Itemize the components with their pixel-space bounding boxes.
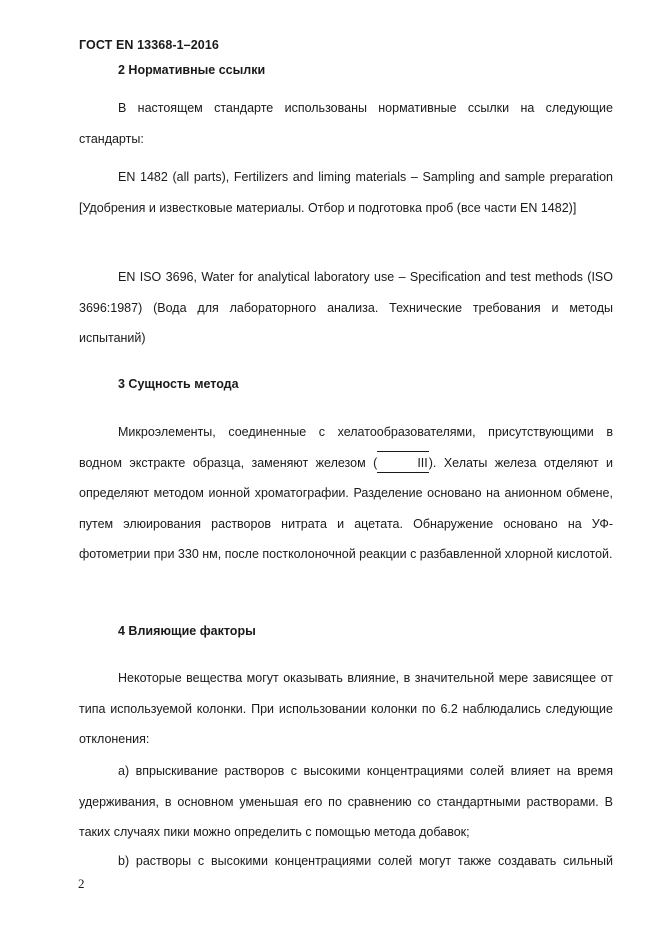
reference-en-1482: EN 1482 (all parts), Fertilizers and liming materials – Sampling and sample preparation [Удобрения и известковые материалы. Отбор и подготовка проб (все части EN 1482)]: [79, 170, 613, 215]
page-number: 2: [78, 876, 85, 891]
section-3-heading: 3 Сущность метода: [118, 377, 239, 391]
section-2-heading: 2 Нормативные ссылки: [118, 63, 266, 77]
section-4-heading: 4 Влияющие факторы: [118, 624, 256, 638]
section-4-item-a: a) впрыскивание растворов с высокими концентрациями солей влияет на время удерживания, в основном уменьшая его по сравнению со стандартными растворами. В таких случаях пики можно определить с помощью метода добавок;: [79, 764, 613, 840]
iron-oxidation-state: III: [377, 448, 428, 479]
document-header: ГОСТ EN 13368-1–2016: [79, 38, 219, 52]
section-2-intro: В настоящем стандарте использованы нормативные ссылки на следующие стандарты:: [79, 101, 613, 146]
section-4-intro: Некоторые вещества могут оказывать влияние, в значительной мере зависящее от типа используемой колонки. При использовании колонки по 6.2 наблюдались следующие отклонения:: [79, 671, 613, 747]
section-3-paragraph: [79, 417, 613, 570]
section-3-text-before: Микроэлементы, соединенные с хелатообразователями, присутствующими в водном экстракте образца, заменяют железом (: [79, 425, 613, 470]
reference-en-iso-3696: EN ISO 3696, Water for analytical laboratory use – Specification and test methods (ISO 3696:1987) (Вода для лабораторного анализа. Технические требования и методы испытаний): [79, 270, 613, 346]
section-3-text-after: ). Хелаты железа отделяют и определяют методом ионной хроматографии. Разделение основано на анионном обмене, путем элюирования растворов нитрата и ацетата. Обнаружение основано на УФ-фотометрии при 330 нм, после постколоночной реакции с разбавленной хлорной кислотой.: [79, 455, 613, 562]
section-4-item-b: b) растворы с высокими концентрациями солей могут также создавать сильный: [118, 854, 613, 868]
